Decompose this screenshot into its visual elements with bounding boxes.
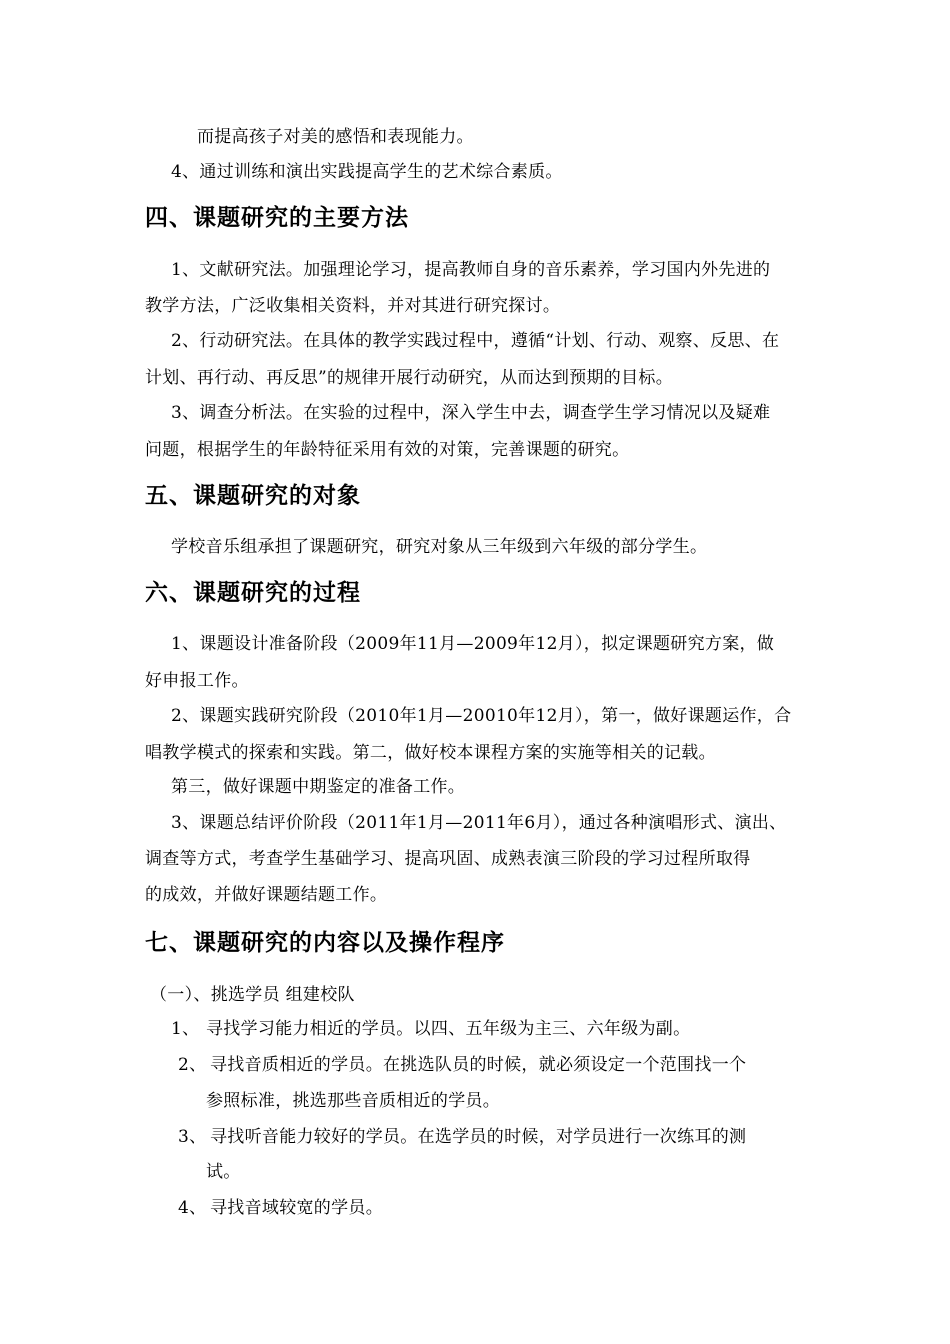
sec6-p3-line-3: 的成效，并做好课题结题工作。 bbox=[145, 885, 388, 905]
list-item-2-number: 2、 bbox=[178, 1055, 207, 1075]
sec6-p2-line-2: 唱教学模式的探索和实践。第二，做好校本课程方案的实施等相关的记载。 bbox=[145, 743, 716, 763]
section-7-heading: 七、课题研究的内容以及操作程序 bbox=[145, 930, 505, 956]
sec6-p3-line-1: 3、课题总结评价阶段（2011年1月—2011年6月），通过各种演唱形式、演出、 bbox=[171, 813, 787, 833]
sec4-p1-line-2: 教学方法，广泛收集相关资料，并对其进行研究探讨。 bbox=[145, 296, 561, 316]
list-item-3-continuation: 试。 bbox=[206, 1162, 241, 1182]
sec6-p3-line-2: 调查等方式，考查学生基础学习、提高巩固、成熟表演三阶段的学习过程所取得 bbox=[145, 849, 751, 869]
list-item-2-text: 寻找音质相近的学员。在挑选队员的时候，就必须设定一个范围找一个 bbox=[210, 1055, 747, 1075]
sec4-p3-line-1: 3、调查分析法。在实验的过程中，深入学生中去，调查学生学习情况以及疑难 bbox=[171, 403, 771, 423]
sec6-p2-line-3: 第三，做好课题中期鉴定的准备工作。 bbox=[171, 777, 466, 797]
intro-line-1: 而提高孩子对美的感悟和表现能力。 bbox=[197, 127, 474, 147]
section-6-heading: 六、课题研究的过程 bbox=[145, 580, 361, 606]
sec4-p3-line-2: 问题，根据学生的年龄特征采用有效的对策，完善课题的研究。 bbox=[145, 440, 630, 460]
list-item-2-continuation: 参照标准，挑选那些音质相近的学员。 bbox=[206, 1091, 501, 1111]
list-item-4-number: 4、 bbox=[178, 1198, 207, 1218]
sec4-p2-line-1: 2、行动研究法。在具体的教学实践过程中，遵循“计划、行动、观察、反思、在 bbox=[171, 331, 780, 351]
sec7-subheading-1: （一）、挑选学员 组建校队 bbox=[150, 985, 355, 1005]
section-5-heading: 五、课题研究的对象 bbox=[145, 483, 361, 509]
list-item-3-number: 3、 bbox=[178, 1127, 207, 1147]
sec6-p2-line-1: 2、课题实践研究阶段（2010年1月—20010年12月），第一，做好课题运作，合 bbox=[171, 706, 792, 726]
sec5-p1: 学校音乐组承担了课题研究，研究对象从三年级到六年级的部分学生。 bbox=[171, 537, 708, 557]
intro-line-2: 4、通过训练和演出实践提高学生的艺术综合素质。 bbox=[171, 162, 563, 182]
list-item-3-text: 寻找听音能力较好的学员。在选学员的时候，对学员进行一次练耳的测 bbox=[210, 1127, 747, 1147]
sec4-p1-line-1: 1、文献研究法。加强理论学习，提高教师自身的音乐素养，学习国内外先进的 bbox=[171, 260, 771, 280]
sec6-p1-line-1: 1、课题设计准备阶段（2009年11月—2009年12月），拟定课题研究方案，做 bbox=[171, 634, 775, 654]
list-item-4-text: 寻找音域较宽的学员。 bbox=[210, 1198, 383, 1218]
section-4-heading: 四、课题研究的主要方法 bbox=[145, 205, 409, 231]
list-item-1-number: 1、 bbox=[171, 1019, 200, 1039]
list-item-1-text: 寻找学习能力相近的学员。以四、五年级为主三、六年级为副。 bbox=[206, 1019, 691, 1039]
sec4-p2-line-2: 计划、再行动、再反思”的规律开展行动研究，从而达到预期的目标。 bbox=[145, 368, 673, 388]
sec6-p1-line-2: 好申报工作。 bbox=[145, 671, 249, 691]
